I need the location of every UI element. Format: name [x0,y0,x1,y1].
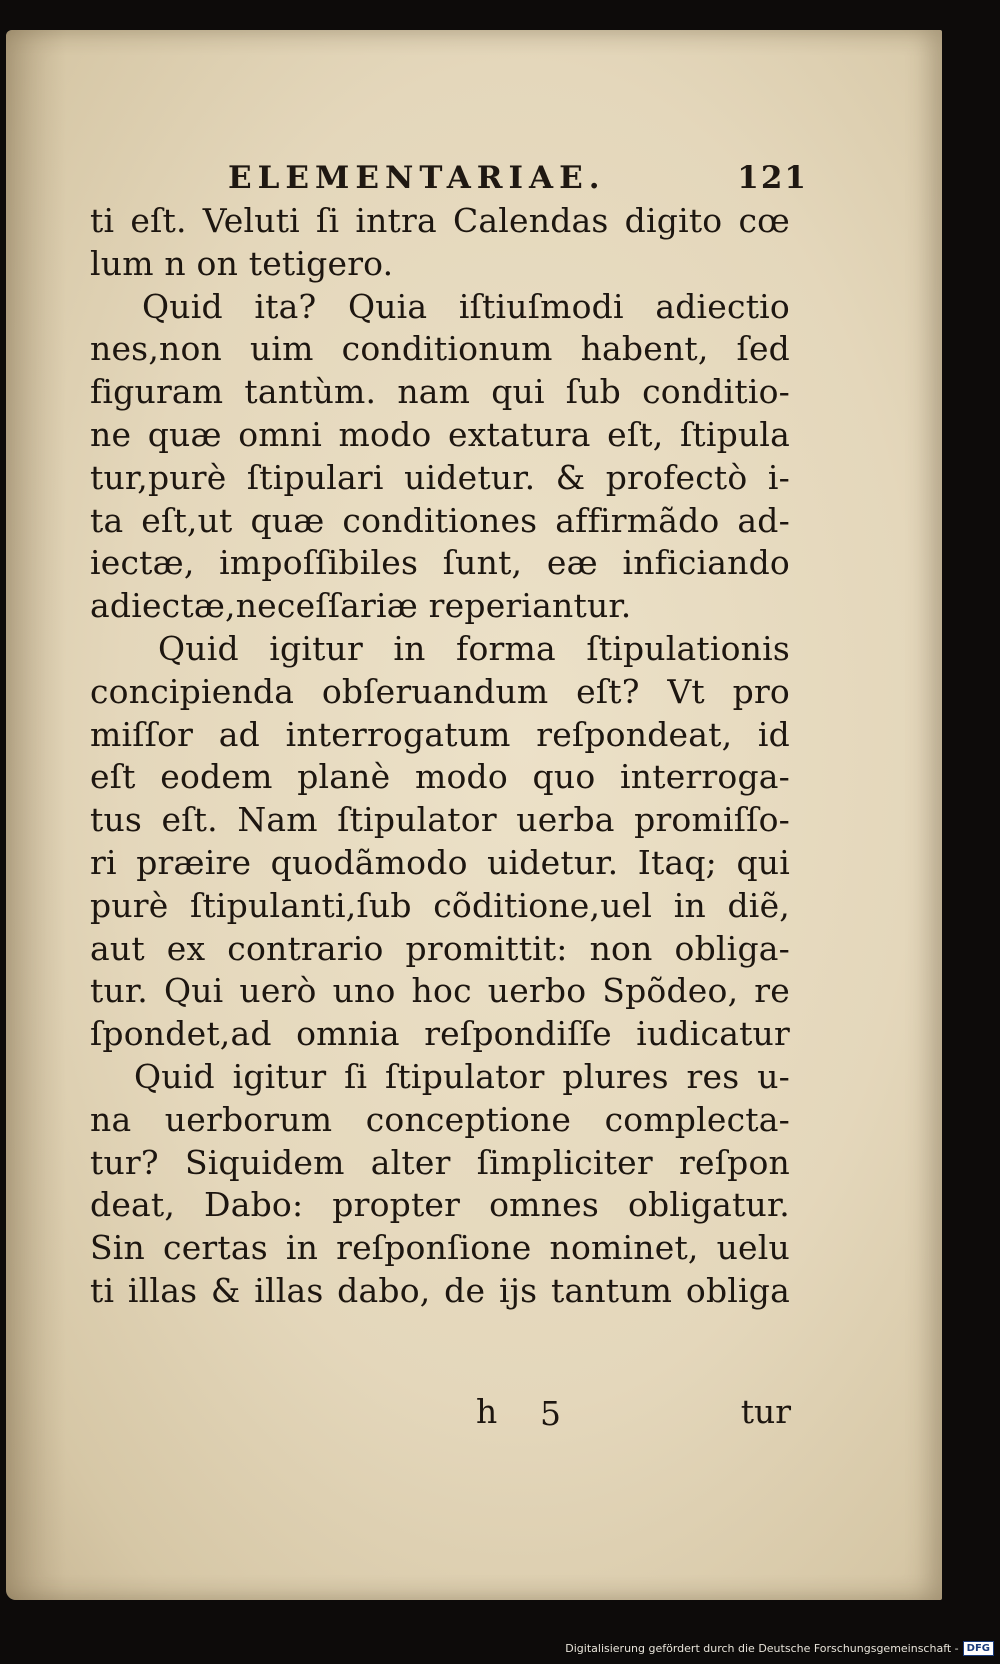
page-footer-marks [476,1392,791,1436]
text-line: ne quæ omni modo extatura eſt, ſtipula [90,414,790,454]
text-line: eſt eodem planè modo quo interroga- [90,757,790,797]
signature-number: 5 [540,1394,561,1433]
text-line: figuram tantùm. nam qui ſub conditio- [90,372,790,412]
text-line: adiectæ,neceſſariæ reperiantur. [90,586,632,626]
text-line: ti eſt. Veluti ſi intra Calendas digito cœ [90,201,790,240]
text-line: tus eſt. Nam ſtipulator uerba promiſſo- [90,800,790,840]
text-line: ſpondet,ad omnia reſpondiſſe iudicatur [90,1014,790,1054]
signature-mark: h [476,1392,498,1431]
text-line: Quid igitur ſi ſtipulator plures res u- [134,1056,790,1096]
digitization-credit [565,1640,994,1656]
text-line: concipienda obſeruandum eſt? Vt pro [90,671,790,711]
text-line: tur,purè ſtipulari uidetur. & profectò i- [90,457,790,497]
text-line: Sin certas in reſponſione nominet, uelu [90,1228,790,1268]
page-number: 121 [737,160,808,196]
text-line: nes,non uim conditionum habent, ſed [90,329,790,369]
text-line: tur. Qui uerò uno hoc uerbo Spõdeo, re [90,971,790,1011]
text-line: Quid ita? Quia iſtiuſmodi adiectio [142,286,790,326]
text-line: deat, Dabo: propter omnes obligatur. [90,1185,790,1225]
text-line: aut ex contrario promittit: non obliga- [90,928,790,968]
text-line: miſſor ad interrogatum reſpondeat, id [90,714,790,754]
credit-text: Digitalisierung gefördert durch die Deutsche Forschungsgemeinschaft - [565,1641,959,1655]
page-header [228,160,808,200]
text-line: Quid igitur in forma ſtipulationis [158,628,790,668]
dfg-logo-icon: DFG [963,1641,994,1656]
text-line: ti illas & illas dabo, de ijs tantum obliga [90,1270,790,1310]
running-head: ELEMENTARIAE. [228,160,606,196]
text-line: iectæ, impoſſibiles ſunt, eæ inficiando [90,543,790,583]
book-page [6,30,942,1600]
body-text [90,200,790,1313]
text-line: tur? Siquidem alter ſimpliciter reſpon [90,1142,790,1182]
text-line: na uerborum conceptione complecta- [90,1099,790,1139]
catchword: tur [740,1392,791,1431]
text-line: ri præire quodãmodo uidetur. Itaq; qui [90,842,790,882]
text-line: lum n on tetigero. [90,243,394,283]
text-line: purè ſtipulanti,ſub cõditione,uel in diẽ, [90,885,790,925]
text-line: ta eſt,ut quæ conditiones affirmãdo ad- [90,500,790,540]
